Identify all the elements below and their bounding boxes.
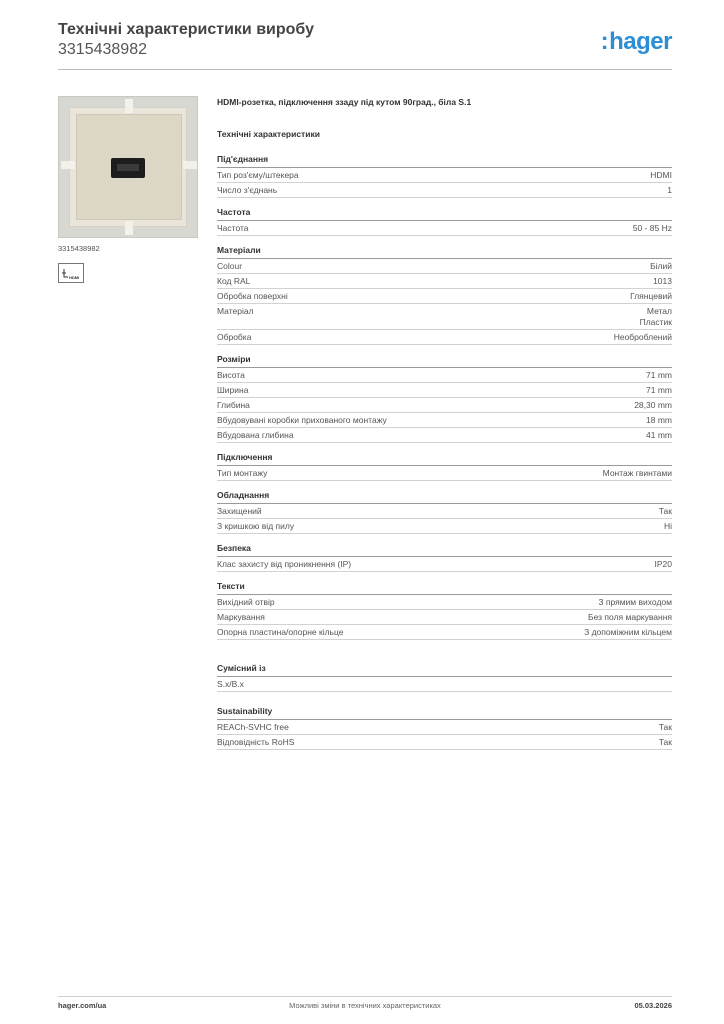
spec-label: Обробка поверхні bbox=[217, 291, 288, 301]
spec-row bbox=[217, 519, 672, 534]
spec-value bbox=[584, 627, 672, 638]
spec-value-line: Необроблений bbox=[613, 332, 672, 342]
hdmi-symbol-label: HDMI bbox=[69, 275, 80, 280]
spec-value-line: 1 bbox=[667, 185, 672, 195]
spec-row bbox=[217, 595, 672, 610]
spec-label: Тип роз'єму/штекера bbox=[217, 170, 299, 180]
spec-value bbox=[653, 276, 672, 287]
spec-value bbox=[646, 430, 672, 441]
spec-row bbox=[217, 383, 672, 398]
spec-value bbox=[598, 597, 672, 608]
section-title: Частота bbox=[217, 206, 672, 221]
spec-value bbox=[640, 306, 672, 328]
spec-row bbox=[217, 259, 672, 274]
spec-value-line: Метал bbox=[646, 306, 672, 316]
spec-value bbox=[659, 722, 672, 733]
spec-value-line: 1013 bbox=[653, 276, 672, 286]
spec-label: Вихідний отвір bbox=[217, 597, 275, 607]
spec-row bbox=[217, 183, 672, 198]
spec-value-line: IP20 bbox=[654, 559, 672, 569]
spec-label: Захищений bbox=[217, 506, 262, 516]
spec-value bbox=[646, 385, 672, 396]
section-title: Sustainability bbox=[217, 705, 672, 720]
spec-value bbox=[659, 737, 672, 748]
spec-value-line: Білий bbox=[650, 261, 672, 271]
spec-label: Матеріал bbox=[217, 306, 254, 316]
spec-value-line: З прямим виходом bbox=[598, 597, 672, 607]
spec-value-line: Без поля маркування bbox=[588, 612, 672, 622]
spec-value-line: Ні bbox=[663, 521, 672, 531]
spec-row bbox=[217, 274, 672, 289]
spec-label: Частота bbox=[217, 223, 249, 233]
spec-section bbox=[217, 705, 672, 750]
spec-value-line: 28,30 mm bbox=[634, 400, 672, 410]
frame-notch bbox=[125, 221, 133, 235]
spec-value bbox=[633, 223, 672, 234]
spec-value-line: Так bbox=[658, 722, 672, 732]
spec-value-line: З допоміжним кільцем bbox=[584, 627, 672, 637]
spec-label: Ширина bbox=[217, 385, 249, 395]
spec-value bbox=[659, 506, 672, 517]
spec-label: REACh-SVHC free bbox=[217, 722, 289, 732]
spec-label: Colour bbox=[217, 261, 243, 271]
spec-value-line: Пластик bbox=[639, 317, 672, 327]
section-title: Підключення bbox=[217, 451, 672, 466]
spec-row bbox=[217, 289, 672, 304]
logo-text: hager bbox=[609, 28, 672, 55]
document-title: Технічні характеристики виробу bbox=[58, 21, 314, 38]
spec-value bbox=[630, 291, 672, 302]
page-header bbox=[58, 20, 672, 70]
spec-section bbox=[217, 662, 672, 692]
spec-row bbox=[217, 368, 672, 383]
spec-label: Вбудована глибина bbox=[217, 430, 294, 440]
spec-value-line: Монтаж гвинтами bbox=[602, 468, 672, 478]
section-title: Обладнання bbox=[217, 489, 672, 504]
spec-section bbox=[217, 244, 672, 345]
spec-sections bbox=[217, 153, 672, 750]
spec-row bbox=[217, 735, 672, 750]
spec-row bbox=[217, 330, 672, 345]
frame-notch bbox=[61, 161, 75, 169]
spec-value-line: 71 mm bbox=[646, 385, 672, 395]
spec-row bbox=[217, 398, 672, 413]
spec-value-line: Глянцевий bbox=[630, 291, 672, 301]
spec-section bbox=[217, 542, 672, 572]
footer-disclaimer: Можливі зміни в технічних характеристиках bbox=[289, 1001, 441, 1010]
spec-section bbox=[217, 153, 672, 198]
page-footer bbox=[58, 996, 672, 1010]
spec-section bbox=[217, 451, 672, 481]
spec-label: Висота bbox=[217, 370, 245, 380]
spec-row bbox=[217, 168, 672, 183]
product-image-column bbox=[58, 96, 198, 283]
section-title: Матеріали bbox=[217, 244, 672, 259]
spec-value bbox=[650, 170, 672, 181]
frame-notch bbox=[183, 161, 197, 169]
spec-value-line: Так bbox=[658, 737, 672, 747]
spec-label: З кришкою від пилу bbox=[217, 521, 295, 531]
spec-label: Опорна пластина/опорне кільце bbox=[217, 627, 344, 637]
spec-row bbox=[217, 466, 672, 481]
spec-section bbox=[217, 580, 672, 640]
spec-label: Обробка bbox=[217, 332, 252, 342]
spec-value-line: 50 - 85 Hz bbox=[632, 223, 672, 233]
spec-value bbox=[614, 332, 672, 343]
hager-logo: :hager bbox=[600, 28, 672, 55]
product-code: 3315438982 bbox=[58, 41, 147, 58]
spec-value bbox=[655, 559, 673, 570]
spec-label: S.x/B.x bbox=[217, 679, 244, 689]
hdmi-symbol-icon bbox=[58, 263, 84, 283]
footer-website: hager.com/ua bbox=[58, 1001, 107, 1010]
spec-row bbox=[217, 413, 672, 428]
spec-label: Тип монтажу bbox=[217, 468, 268, 478]
spec-section bbox=[217, 206, 672, 236]
spec-value-line: 41 mm bbox=[646, 430, 672, 440]
spec-row bbox=[217, 304, 672, 330]
spec-value bbox=[650, 261, 672, 272]
spec-label: Глибина bbox=[217, 400, 250, 410]
spec-label: Вбудовувані коробки прихованого монтажу bbox=[217, 415, 387, 425]
spec-section bbox=[217, 353, 672, 443]
spec-label: Відповідність RoHS bbox=[217, 737, 295, 747]
hdmi-socket bbox=[111, 158, 145, 178]
spec-value bbox=[603, 468, 672, 479]
spec-row bbox=[217, 221, 672, 236]
spec-value bbox=[664, 521, 672, 532]
spec-value-line: Так bbox=[658, 506, 672, 516]
spec-value-line: 71 mm bbox=[646, 370, 672, 380]
spec-value bbox=[646, 370, 672, 381]
section-title: Під'єднання bbox=[217, 153, 672, 168]
spec-row bbox=[217, 720, 672, 735]
spec-row bbox=[217, 625, 672, 640]
spec-row bbox=[217, 557, 672, 572]
spec-label: Число з'єднань bbox=[217, 185, 278, 195]
spec-value bbox=[646, 415, 672, 426]
spec-label: Клас захисту від проникнення (IP) bbox=[217, 559, 352, 569]
section-title: Сумісний із bbox=[217, 662, 672, 677]
spec-value-line: HDMI bbox=[650, 170, 672, 180]
spec-row bbox=[217, 610, 672, 625]
spec-value bbox=[588, 612, 672, 623]
spec-value bbox=[634, 400, 672, 411]
spec-heading: Технічні характеристики bbox=[217, 129, 320, 139]
section-title: Безпека bbox=[217, 542, 672, 557]
image-caption-code: 3315438982 bbox=[58, 244, 100, 253]
specification-content bbox=[217, 96, 672, 750]
spec-label: Код RAL bbox=[217, 276, 251, 286]
spec-section bbox=[217, 489, 672, 534]
spec-row bbox=[217, 677, 672, 692]
spec-value bbox=[667, 185, 672, 196]
spec-label: Маркування bbox=[217, 612, 265, 622]
product-description: HDMI-розетка, підключення ззаду під кутом 90град., біла S.1 bbox=[217, 97, 472, 107]
spec-value-line: 18 mm bbox=[646, 415, 672, 425]
section-title: Розміри bbox=[217, 353, 672, 368]
footer-date: 05.03.2026 bbox=[634, 1001, 672, 1010]
spec-row bbox=[217, 504, 672, 519]
product-image bbox=[58, 96, 198, 238]
spec-row bbox=[217, 428, 672, 443]
frame-notch bbox=[125, 99, 133, 113]
section-title: Тексти bbox=[217, 580, 672, 595]
